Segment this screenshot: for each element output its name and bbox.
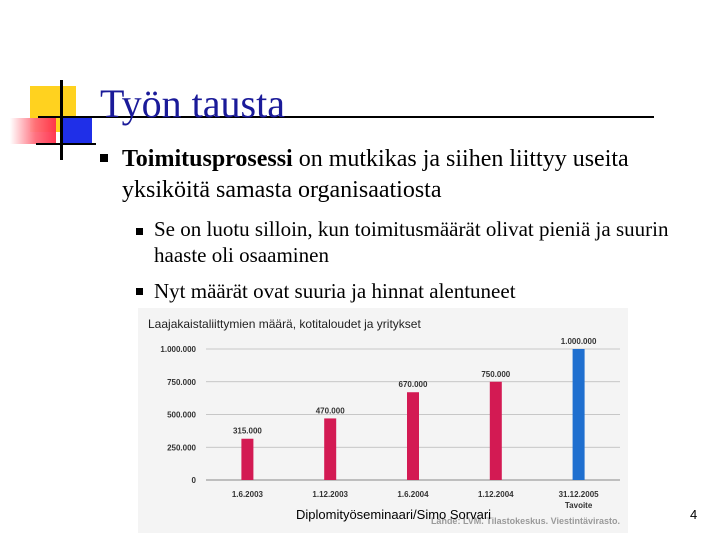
y-tick-label: 1.000.000 [160, 345, 196, 354]
sub-bullet-2: Nyt määrät ovat suuria ja hinnat alentuneet [154, 279, 516, 303]
bullet-1-bold: Toimitusprosessi [122, 146, 293, 172]
bullet-icon [100, 154, 108, 162]
decor-blue-square [62, 118, 92, 144]
y-tick-label: 750.000 [167, 377, 196, 387]
bar-value-label: 315.000 [232, 426, 262, 436]
bullet-1 [122, 144, 682, 206]
bar-value-label: 470.000 [315, 406, 345, 416]
x-tick-label: 1.12.2003 [312, 490, 348, 499]
bar [324, 418, 336, 480]
bar-value-label: 750.000 [481, 369, 511, 379]
sub-bullet-icon [136, 228, 143, 235]
bar-value-label: 670.000 [398, 380, 428, 390]
decor-short-line [36, 143, 96, 145]
bar [241, 439, 253, 480]
bar [407, 392, 419, 480]
bar [490, 382, 502, 480]
page-number: 4 [690, 507, 698, 522]
chart-svg [138, 308, 628, 533]
x-tick-label: 1.12.2004 [478, 490, 514, 499]
decor-pink-square [10, 118, 56, 144]
slide-title: Työn tausta [100, 81, 285, 126]
x-tick-label: 31.12.2005 [558, 490, 599, 499]
y-tick-label: 0 [191, 476, 196, 485]
x-tick-label: 1.6.2003 [231, 490, 263, 499]
sub-bullet-1: Se on luotu silloin, kun toimitusmäärät olivat pieniä ja suurin haaste oli osaaminen [154, 217, 669, 267]
bullet-1-text: on mutkikas ja siihen liittyy useita yksiköitä samasta organisaatiosta [122, 146, 629, 203]
footer-text: Diplomityöseminaari/Simo Sorvari [296, 507, 492, 522]
y-tick-label: 250.000 [167, 443, 196, 453]
y-tick-label: 500.000 [167, 410, 196, 420]
broadband-chart [138, 308, 628, 533]
decor-vertical-line [60, 80, 63, 160]
bar [573, 349, 585, 480]
chart-source: Lähde: LVM. Tilastokeskus. Viestintävirasto. [430, 516, 620, 526]
x-tick-label: 1.6.2004 [397, 490, 429, 499]
sub-bullet-icon [136, 288, 143, 295]
chart-title: Laajakaistaliittymien määrä, kotitaloudet ja yritykset [148, 317, 421, 331]
x-tick-note: Tavoite [564, 501, 593, 510]
bar-value-label: 1.000.000 [560, 337, 597, 346]
